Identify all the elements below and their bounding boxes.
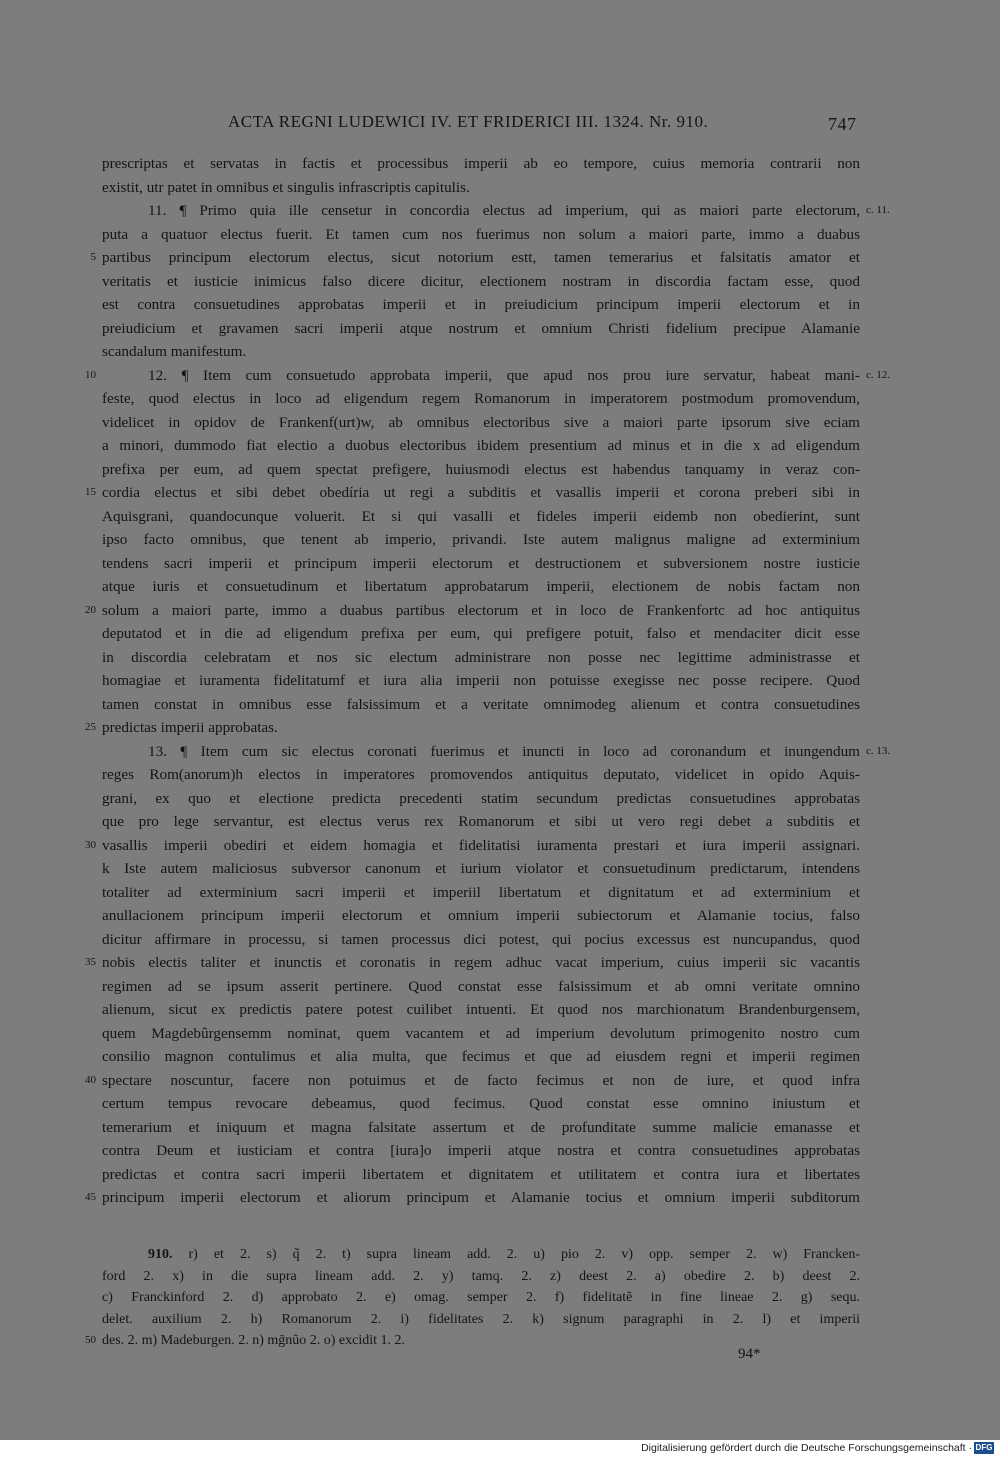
text-line (102, 199, 890, 223)
text-line (102, 787, 860, 811)
body-text (85, 152, 891, 1210)
line-number: 50 (85, 1334, 96, 1346)
line-number: 35 (85, 956, 96, 968)
line-text: 13. ¶ Item cum sic electus coronati fuerimus et inuncti in loco ad coronandum et inungendum (148, 742, 860, 760)
text-line (102, 975, 860, 999)
line-text: 12. ¶ Item cum consuetudo approbata imperii, que apud nos prou iure servatur, habeat mani- (148, 366, 860, 384)
text-line (85, 1186, 860, 1210)
footnotes (85, 1244, 861, 1352)
line-text: homagiae et iuramenta fidelitatumf et iura alia imperii non potuisse exegisse nec posse recipere. Quod (102, 672, 860, 689)
line-text: veritatis et iusticie inimicus falso dicere dicitur, electionem nostram in discordia factam esse, quod (102, 272, 860, 290)
text-line (102, 434, 860, 458)
line-text: tendens sacri imperii et principum imperii electorum et destructionem et subversionem nostre iusticie (102, 554, 860, 572)
line-number: 45 (85, 1191, 96, 1203)
footnote-text: r) et 2. s) q̃ 2. t) supra lineam add. 2. u) pio 2. v) opp. semper 2. w) Francken- (188, 1247, 861, 1262)
line-text: quem Magdebûrgensemm nominat, quem vacantem et ad imperium devolutum primogenito nostro cum (102, 1024, 860, 1042)
footnote-text: des. 2. m) Madeburgen. 2. n) mḡnũo 2. o) excidit 1. 2. (102, 1333, 406, 1348)
line-text: Aquisgrani, quandocunque voluerit. Et si qui vasalli et fideles imperii eidemb non obedierint, sunt (102, 507, 860, 525)
text-line (102, 270, 860, 294)
text-line (85, 599, 860, 623)
line-text: solum a maiori parte, immo a duabus partibus electorum et in loco de Frankenfortc ad hoc antiquitus (102, 601, 860, 619)
line-text: predictas et contra sacri imperii libertatem et dignitatem et utilitatem et contra iura et libertates (102, 1165, 860, 1183)
line-text: k Iste autem maliciosus subversor canonum et iurium violator et consuetudinum predictarum, intendens (102, 860, 860, 877)
line-text: cordia electus et sibi debet obedíria ut regi a subditis et vasallis imperii et corona preberi sibi in (102, 484, 860, 501)
footnote-line (102, 1266, 860, 1288)
text-line (102, 152, 860, 176)
text-line (102, 411, 860, 435)
line-text: in discordia celebratam et nos sic electum administrare non posse nec legittime administrasse et (102, 648, 860, 666)
text-line (85, 364, 891, 388)
text-line (102, 458, 860, 482)
line-text: regimen ad se ipsum asserit pertinere. Quod constat esse falsissimum et ab omni veritate omnino (102, 977, 860, 995)
line-text: 11. ¶ Primo quia ille censetur in concordia electus ad imperium, qui as maiori parte electorum, (148, 202, 860, 219)
text-line (102, 387, 860, 411)
footnote-line (102, 1287, 860, 1309)
text-line (102, 669, 860, 693)
running-head: ACTA REGNI LUDEWICI IV. ET FRIDERICI III. 1324. Nr. 910. (228, 112, 709, 131)
line-text: deputatod et in die ad eligendum prefixa per eum, qui prefigere potuit, falso et mendaciter dicit esse (102, 625, 860, 642)
line-text: feste, quod electus in loco ad eligendum regem Romanorum in imperatorem postmodum promovendum, (102, 390, 860, 407)
line-number: 40 (85, 1073, 96, 1086)
line-text: grani, ex quo et electione predicta precedenti statim secundum predictas consuetudines approbatas (102, 789, 860, 807)
footnote-line (102, 1244, 860, 1266)
line-text: prefixa per eum, ad quem spectat prefigere, huiusmodi electus est habendus tanquamy in veraz con- (102, 460, 860, 478)
footnote-text: ford 2. x) in die supra lineam add. 2. y) tamq. 2. z) deest 2. a) obedire 2. b) deest 2. (102, 1268, 860, 1284)
line-text: a minori, dummodo fiat electio a duobus electoribus ibidem presentium ad minus et in die x ad eligendum (102, 437, 860, 454)
text-line (102, 928, 860, 952)
text-line (102, 552, 860, 576)
line-text: alienum, sicut ex predictis patere potest cuilibet intuenti. Et quod nos marchionatum Brandenburgensem, (102, 1001, 860, 1018)
text-line (102, 1045, 860, 1069)
footnote-text: delet. auxilium 2. h) Romanorum 2. i) fidelitates 2. k) signum paragraphi in 2. l) et imperii (102, 1311, 860, 1327)
line-text: ipso facto omnibus, que tenent ab imperio, privandi. Iste autem malignus maligne ad exterminium (102, 531, 860, 548)
text-line (85, 1069, 860, 1093)
margin-chapter-ref: c. 11. (866, 204, 890, 216)
line-text: contra Deum et iusticiam et contra [iura]o imperii atque nostra et contra consuetudines approbatas (102, 1142, 860, 1159)
line-text: reges Rom(anorum)h electos in imperatores promovendos antiquitus deputato, videlicet in opido Aquis- (102, 766, 860, 783)
sheet-signature: 94* (738, 1346, 761, 1362)
margin-chapter-ref: c. 12. (866, 368, 891, 381)
line-text: que pro lege servantur, est electus verus rex Romanorum et sibi ut vero regi debet a subditis et (102, 813, 860, 830)
line-text: puta a quatuor electus fuerit. Et tamen cum nos fuerimus non solum a maiori parte, immo a duabus (102, 225, 860, 243)
text-line (102, 622, 860, 646)
line-text: vasallis imperii obediri et eidem homagia et fidelitatisi iuramenta prestari et iura imperii assignari. (102, 836, 860, 854)
line-text: videlicet in opidov de Frankenf(urt)w, ab omnibus electoribus sive a maiori parte ipsorum sive eciam (102, 413, 860, 431)
text-line (102, 740, 891, 764)
text-line (102, 528, 860, 552)
text-line (102, 575, 860, 599)
text-line (102, 340, 860, 364)
text-line (90, 246, 860, 270)
dfg-logo: DFG (975, 1443, 993, 1452)
line-text: tamen constat in omnibus esse falsissimum et a veritate omnimodeg alienum et contra consuetudines (102, 695, 860, 713)
text-line (85, 951, 860, 975)
line-text: certum tempus revocare debeamus, quod fecimus. Quod constat esse omnino iniustum et (102, 1095, 860, 1112)
line-text: dicitur affirmare in processu, si tamen processus dici potest, qui pocius excessus est nuncupandus, quod (102, 930, 860, 948)
text-line (102, 646, 860, 670)
footnote-line (102, 1309, 860, 1331)
line-text: est contra consuetudines approbatas imperii et in preiudicium principum imperii electorum et in (102, 296, 860, 313)
text-line (102, 1092, 860, 1116)
digitization-credit: Digitalisierung gefördert durch die Deutsche Forschungsgemeinschaft · (641, 1442, 972, 1454)
line-text: principum imperii electorum et aliorum principum et Alamanie tocius et omnium imperii subditorum (102, 1189, 860, 1206)
text-line (102, 904, 860, 928)
text-line (85, 834, 860, 858)
text-line (102, 176, 860, 200)
page-number: 747 (828, 114, 857, 134)
line-number: 5 (90, 251, 96, 263)
footer-bar (0, 1440, 1000, 1458)
text-line (102, 1022, 860, 1046)
document-number: 910. (148, 1247, 173, 1262)
text-line (102, 881, 860, 905)
text-line (102, 1163, 860, 1187)
line-text: existit, utr patet in omnibus et singulis infrascriptis capitulis. (102, 178, 470, 196)
line-number: 25 (85, 721, 96, 733)
line-number: 20 (85, 603, 96, 616)
text-line (102, 810, 860, 834)
line-text: prescriptas et servatas in factis et processibus imperii ab eo tempore, cuius memoria contrarii non (102, 155, 860, 172)
line-text: preiudicium et gravamen sacri imperii atque nostrum et omnium Christi fidelium precipue Alamanie (102, 319, 860, 337)
text-line (102, 317, 860, 341)
text-line (102, 1139, 860, 1163)
footnote-text: c) Franckinford 2. d) approbato 2. e) omag. semper 2. f) fidelitatẽ in fine lineae 2. g) sequ. (102, 1290, 860, 1305)
line-text: consilio magnon contulimus et alia multa, que fecimus et que ad eiusdem regni et imperii regimen (102, 1048, 860, 1065)
text-line (102, 693, 860, 717)
text-line (102, 857, 860, 881)
line-text: temerarium et iniquum et magna falsitate assertum et de profunditate summe malicie emanasse et (102, 1118, 860, 1136)
line-text: scandalum manifestum. (102, 343, 247, 360)
text-line (102, 293, 860, 317)
line-text: spectare noscuntur, facere non potuimus et de facto fecimus et non de iure, et quod infra (102, 1071, 860, 1089)
line-number: 30 (85, 838, 96, 851)
text-line (85, 716, 860, 740)
line-number: 15 (85, 486, 96, 498)
line-number: 10 (85, 368, 96, 381)
text-line (102, 223, 860, 247)
line-text: predictas imperii approbatas. (102, 719, 278, 736)
text-line (102, 1116, 860, 1140)
line-text: nobis electis taliter et inunctis et coronatis in regem adhuc vacat imperium, cuius imperii sic vacantis (102, 954, 860, 971)
line-text: partibus principum electorum electus, sicut notorium estt, tamen temerarius et falsitatis amator et (102, 249, 860, 266)
text-line (85, 481, 860, 505)
text-line (102, 505, 860, 529)
margin-chapter-ref: c. 13. (866, 744, 891, 757)
text-line (102, 763, 860, 787)
line-text: anullacionem principum imperii electorum et omnium imperii subiectorum et Alamanie tocius, falso (102, 907, 860, 924)
line-text: atque iuris et consuetudinum et libertatum approbatarum imperii, electionem de nobis factam non (102, 578, 860, 595)
line-text: totaliter ad exterminium sacri imperii et imperiil libertatum et dignitatum et ad exterminium et (102, 883, 860, 901)
text-line (102, 998, 860, 1022)
